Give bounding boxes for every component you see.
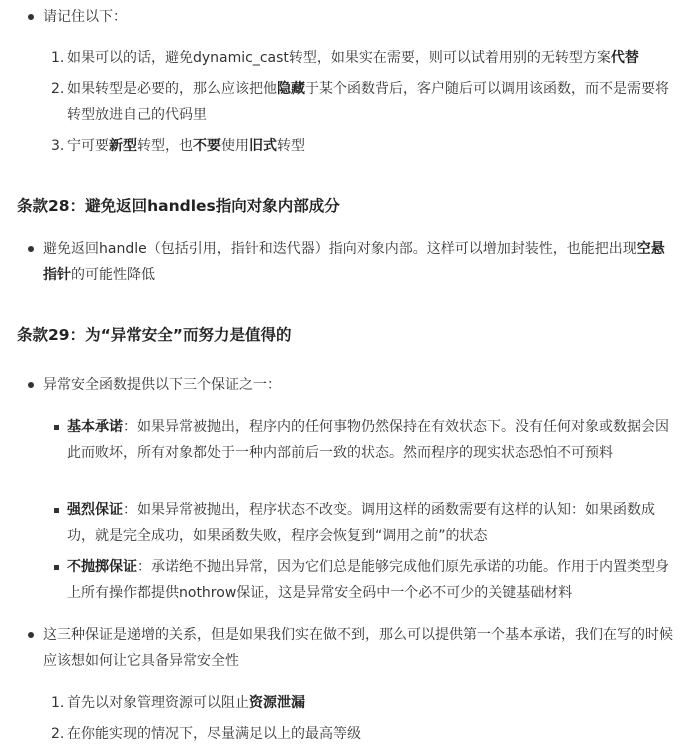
item29-bullet-2-text: 这三种保证是递增的关系，但是如果我们实在做不到，那么可以提供第一个基本承诺，我们在写的时候应该想如何让它具备异常安全性 [43,627,673,669]
bullet-disc-icon [28,246,34,252]
guarantee-text: 强烈保证：如果异常被抛出，程序状态不改变。调用这样的函数需要有这样的认知：如果函数成功，就是完全成功，如果函数失败，程序会恢复到“调用之前”的状态 [67,502,655,544]
step-number: 2. [51,726,65,742]
step-number: 1. [51,695,65,711]
item28-heading: 条款28：避免返回handles指向对象内部成分 [17,197,340,215]
guarantee-term: 基本承诺 [67,419,123,435]
bullet-square-icon [54,565,59,570]
item29-bullet-1-text: 异常安全函数提供以下三个保证之一： [43,377,281,393]
rule-number: 1. [51,50,65,66]
bullet-disc-icon [28,382,34,388]
guarantee-text: 基本承诺：如果异常被抛出，程序内的任何事物仍然保持在有效状态下。没有任何对象或数据会因此而败坏，所有对象都处于一种内部前后一致的状态。然而程序的现实状态恐怕不可预料 [67,419,669,461]
guarantee-term: 不抛掷保证 [67,559,137,575]
rule-number: 2. [51,81,65,97]
step-text: 在你能实现的情况下，尽量满足以上的最高等级 [67,726,361,742]
rule-text: 宁可要新型转型，也不要使用旧式转型 [67,138,305,154]
guarantee-term: 强烈保证 [67,502,123,518]
bullet-disc-icon [28,14,34,20]
rule-number: 3. [51,138,65,154]
rule-text: 如果可以的话，避免dynamic_cast转型，如果实在需要，则可以试着用别的无转型方案代替 [67,50,639,66]
guarantee-text: 不抛掷保证：承诺绝不抛出异常，因为它们总是能够完成他们原先承诺的功能。作用于内置类型身上所有操作都提供nothrow保证，这是异常安全码中一个必不可少的关键基础材料 [67,559,669,601]
step-text: 首先以对象管理资源可以阻止资源泄漏 [67,695,305,711]
bullet-square-icon [54,508,59,513]
item28-bullet-text: 避免返回handle（包括引用，指针和迭代器）指向对象内部。这样可以增加封装性，也能把出现空悬指针的可能性降低 [43,241,665,283]
bullet-square-icon [54,425,59,430]
item29-heading: 条款29：为“异常安全”而努力是值得的 [17,326,292,344]
bullet-disc-icon [28,632,34,638]
intro-text: 请记住以下： [43,9,127,25]
intro-list-item [0,4,685,30]
rule-text: 如果转型是必要的，那么应该把他隐藏于某个函数背后，客户随后可以调用该函数，而不是需要将转型放进自己的代码里 [67,81,669,123]
